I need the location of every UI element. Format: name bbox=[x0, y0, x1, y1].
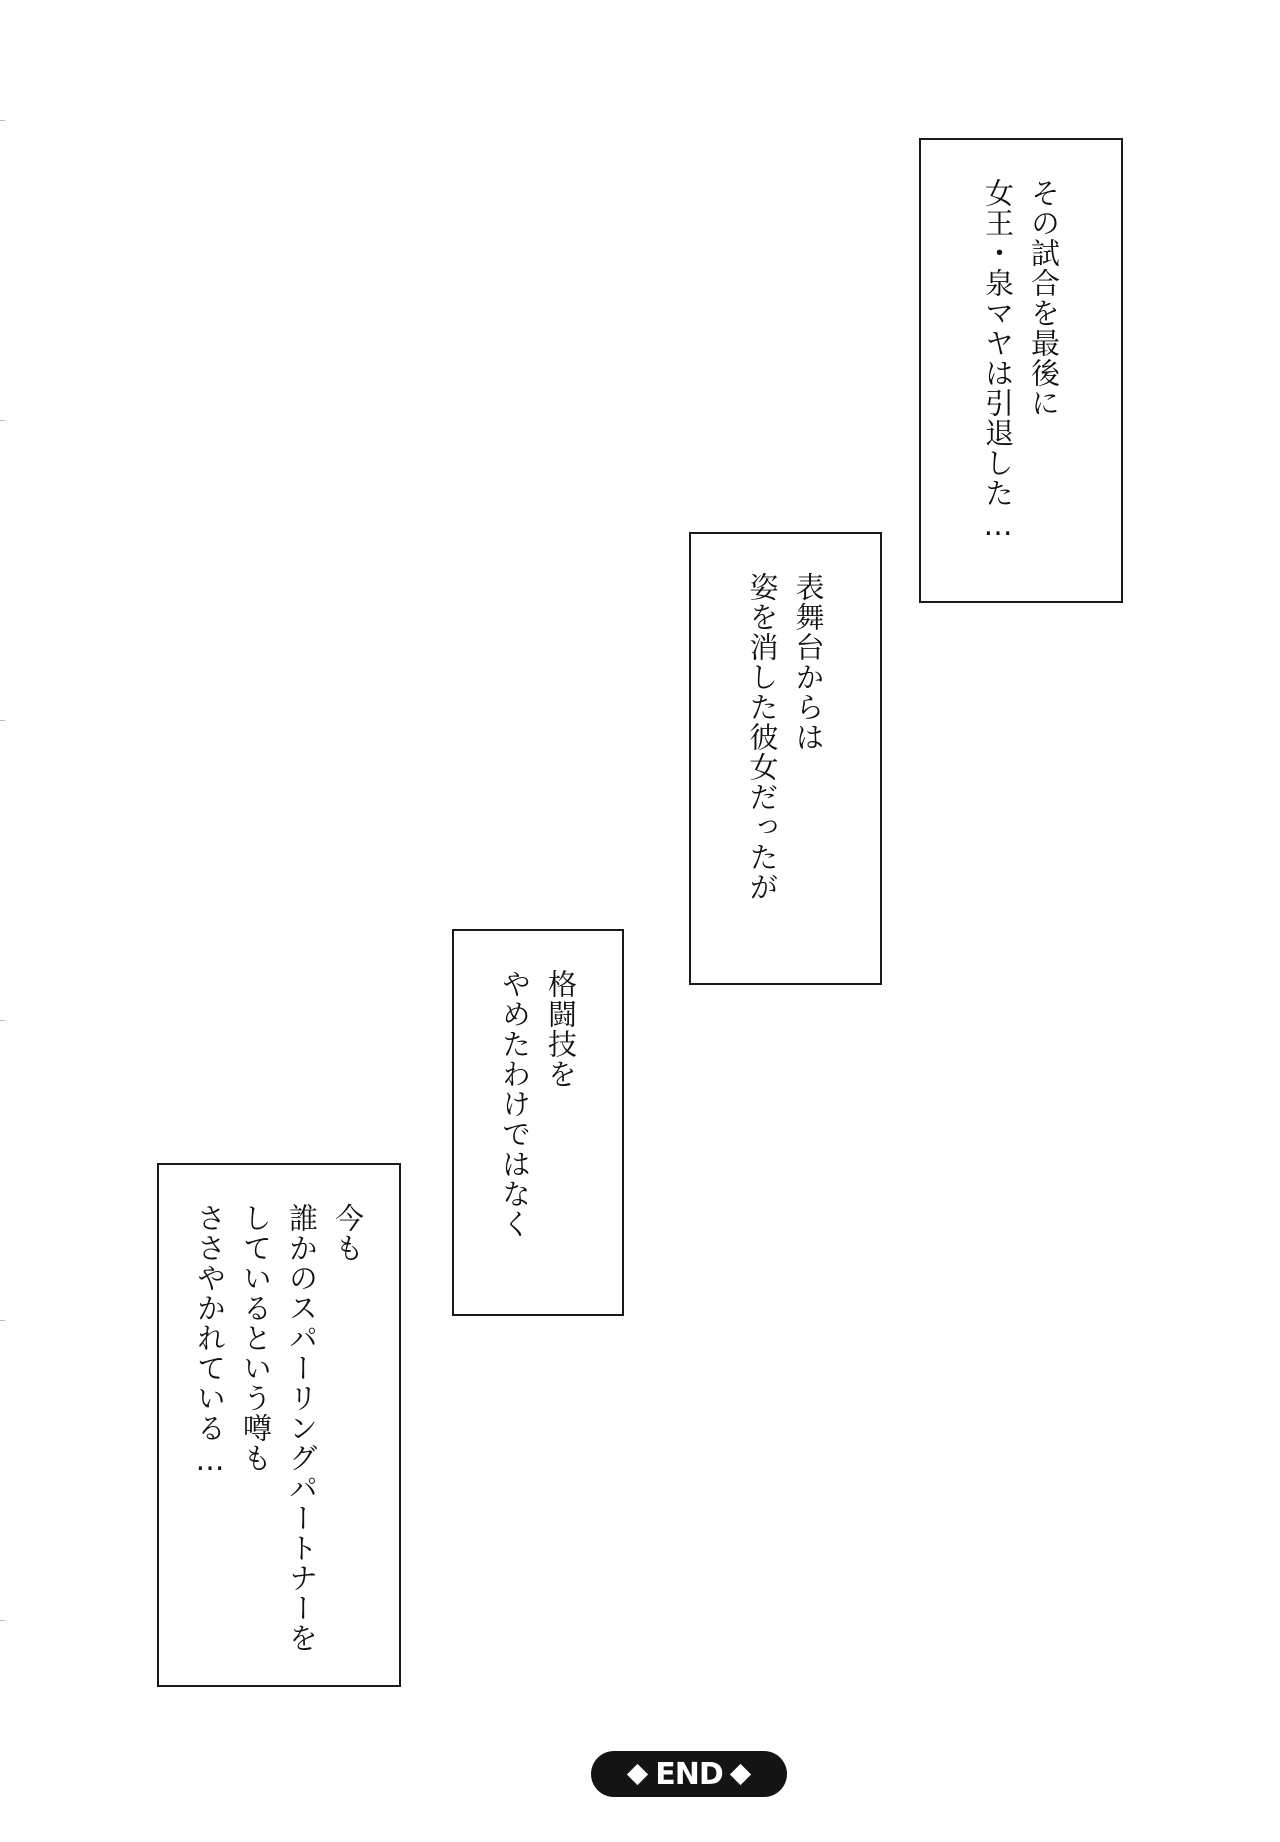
caption-box-2 bbox=[689, 532, 882, 985]
margin-mark bbox=[0, 420, 5, 421]
margin-mark bbox=[0, 1320, 5, 1321]
caption-line: 誰かのスパーリングパートナーを bbox=[285, 1203, 319, 1653]
caption-line: 女王・泉マヤは引退した… bbox=[981, 178, 1015, 543]
caption-box-3 bbox=[452, 929, 624, 1316]
end-badge bbox=[591, 1751, 787, 1797]
margin-mark bbox=[0, 1620, 5, 1621]
caption-line: ささやかれている… bbox=[193, 1203, 227, 1478]
caption-line: しているという噂も bbox=[239, 1203, 273, 1473]
margin-mark bbox=[0, 720, 5, 721]
caption-line: やめたわけではなく bbox=[498, 969, 532, 1239]
diamond-icon bbox=[627, 1763, 648, 1784]
caption-box-1 bbox=[919, 138, 1123, 603]
caption-line: 格闘技を bbox=[544, 969, 578, 1089]
diamond-icon bbox=[730, 1763, 751, 1784]
margin-mark bbox=[0, 120, 5, 121]
caption-line: 今も bbox=[331, 1203, 365, 1263]
end-label: END bbox=[655, 1756, 723, 1792]
caption-line: 表舞台からは bbox=[791, 572, 826, 752]
caption-line: 姿を消した彼女だったが bbox=[745, 572, 780, 902]
caption-line: その試合を最後に bbox=[1027, 178, 1061, 418]
margin-mark bbox=[0, 1020, 5, 1021]
caption-box-4 bbox=[157, 1163, 401, 1687]
